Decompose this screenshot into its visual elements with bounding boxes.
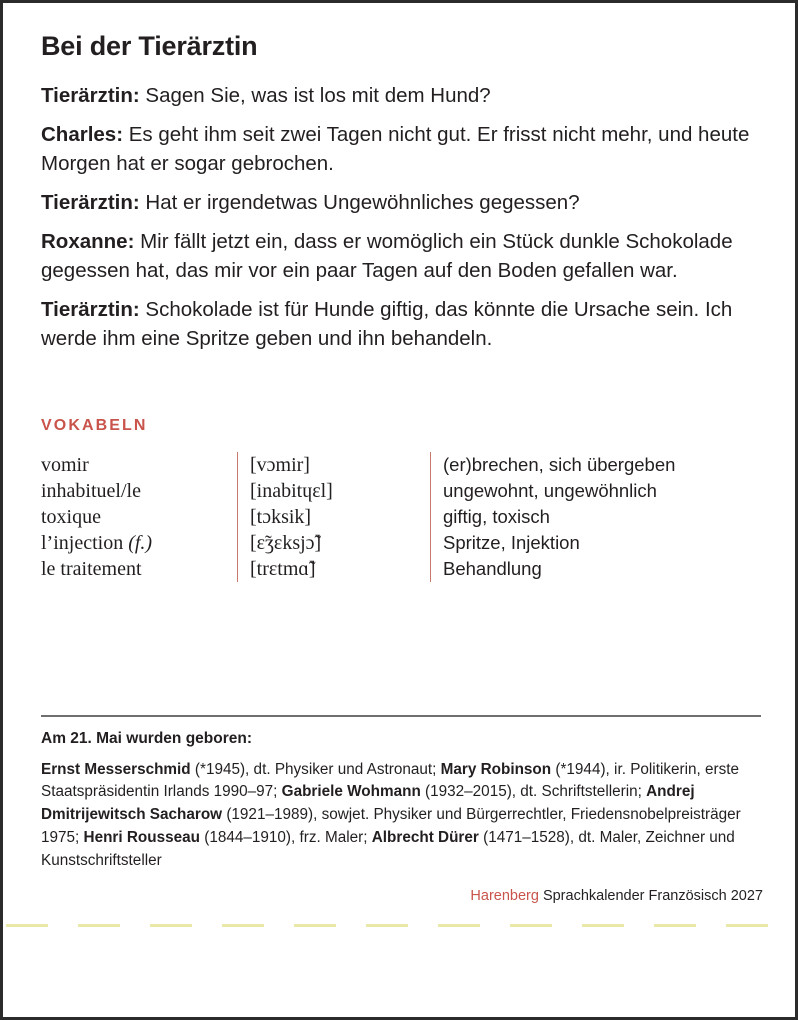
page-content — [41, 3, 763, 582]
dialogue-section — [41, 81, 763, 353]
born-person-detail: (*1945), dt. Physiker und Astronaut; — [190, 760, 441, 778]
born-person-name: Gabriele Wohmann — [281, 783, 421, 801]
born-person-detail: (*1944), ir. Politikerin, erste Staatspräsidentin Irlands 1990–97; — [41, 760, 740, 801]
born-person-detail: (1471–1528), dt. Maler, Zeichner und Kunstschriftsteller — [41, 828, 735, 869]
brand-line — [41, 888, 763, 904]
vocabulary-row — [41, 556, 753, 582]
vocabulary-french-word: le traitement — [41, 557, 142, 580]
vocabulary-german: ungewohnt, ungewöhnlich — [431, 478, 754, 504]
vocabulary-german: Spritze, Injektion — [431, 530, 754, 556]
born-person-detail: (1844–1910), frz. Maler; — [200, 828, 372, 846]
born-person-detail: (1921–1989), sowjet. Physiker und Bürgerrechtler, Friedensnobelpreisträger 1975; — [41, 806, 741, 846]
dialogue-speaker: Tierärztin: — [41, 297, 140, 321]
brand-name: Harenberg — [470, 887, 539, 904]
vocabulary-french — [41, 530, 238, 556]
born-person-name: Andrej Dmitrijewitsch Sacharow — [41, 783, 695, 824]
vocabulary-ipa: [tɔksik] — [238, 504, 431, 530]
dialogue-line — [41, 81, 753, 110]
dialogue-speaker: Tierärztin: — [41, 83, 140, 107]
vocabulary-table — [41, 452, 753, 582]
vocabulary-french — [41, 504, 238, 530]
vocabulary-heading: VOKABELN — [41, 416, 148, 434]
vocabulary-ipa: [ɛ̃ʒɛksjɔ̃] — [238, 530, 431, 556]
born-person-name: Ernst Messerschmid — [41, 760, 191, 778]
born-heading: Am 21. Mai wurden geboren: — [41, 729, 253, 747]
vocabulary-french-word: inhabituel/le — [41, 479, 141, 502]
perforation-line — [6, 924, 792, 927]
vocabulary-french — [41, 452, 238, 478]
vocabulary-french-word: vomir — [41, 453, 89, 476]
vocabulary-french — [41, 478, 238, 504]
dialogue-text: Es geht ihm seit zwei Tagen nicht gut. Er frisst nicht mehr, und heute Morgen hat er sogar gebrochen. — [41, 122, 750, 175]
vocabulary-ipa: [vɔmir] — [238, 452, 431, 478]
footer-section — [41, 715, 763, 904]
dialogue-line — [41, 120, 753, 178]
dialogue-line — [41, 227, 753, 285]
vocabulary-row — [41, 530, 753, 556]
born-body — [41, 759, 763, 873]
vocabulary-row — [41, 452, 753, 478]
vocabulary-german: (er)brechen, sich übergeben — [431, 452, 754, 478]
vocabulary-row — [41, 478, 753, 504]
dialogue-line — [41, 188, 753, 217]
vocabulary-french — [41, 556, 238, 582]
dialogue-line — [41, 295, 753, 353]
dialogue-text: Hat er irgendetwas Ungewöhnliches gegessen? — [139, 190, 580, 214]
page-title: Bei der Tierärztin — [41, 31, 258, 61]
vocabulary-french-word: l’injection — [41, 531, 129, 554]
born-person-name: Henri Rousseau — [83, 828, 200, 846]
vocabulary-ipa: [trɛtmɑ̃] — [238, 556, 431, 582]
dialogue-speaker: Charles: — [41, 122, 124, 146]
dialogue-text: Mir fällt jetzt ein, dass er womöglich ein Stück dunkle Schokolade gegessen hat, das mir vor ein paar Tagen auf den Boden gefallen war. — [41, 229, 733, 282]
vocabulary-ipa: [inabitɥɛl] — [238, 478, 431, 504]
vocabulary-german: giftig, toxisch — [431, 504, 754, 530]
dialogue-text: Sagen Sie, was ist los mit dem Hund? — [139, 83, 491, 107]
born-person-name: Mary Robinson — [440, 760, 552, 778]
vocabulary-french-word: toxique — [41, 505, 101, 528]
born-person-name: Albrecht Dürer — [371, 828, 479, 846]
born-person-detail: (1932–2015), dt. Schriftstellerin; — [420, 783, 647, 801]
vocabulary-gender-marker: (f.) — [128, 531, 153, 554]
footer-divider — [41, 715, 761, 717]
dialogue-speaker: Roxanne: — [41, 229, 135, 253]
dialogue-text: Schokolade ist für Hunde giftig, das könnte die Ursache sein. Ich werde ihm eine Spritze geben und ihn behandeln. — [41, 297, 733, 350]
brand-subtitle: Sprachkalender Französisch 2027 — [538, 887, 763, 904]
dialogue-speaker: Tierärztin: — [41, 190, 140, 214]
vocabulary-row — [41, 504, 753, 530]
vocabulary-german: Behandlung — [431, 556, 754, 582]
